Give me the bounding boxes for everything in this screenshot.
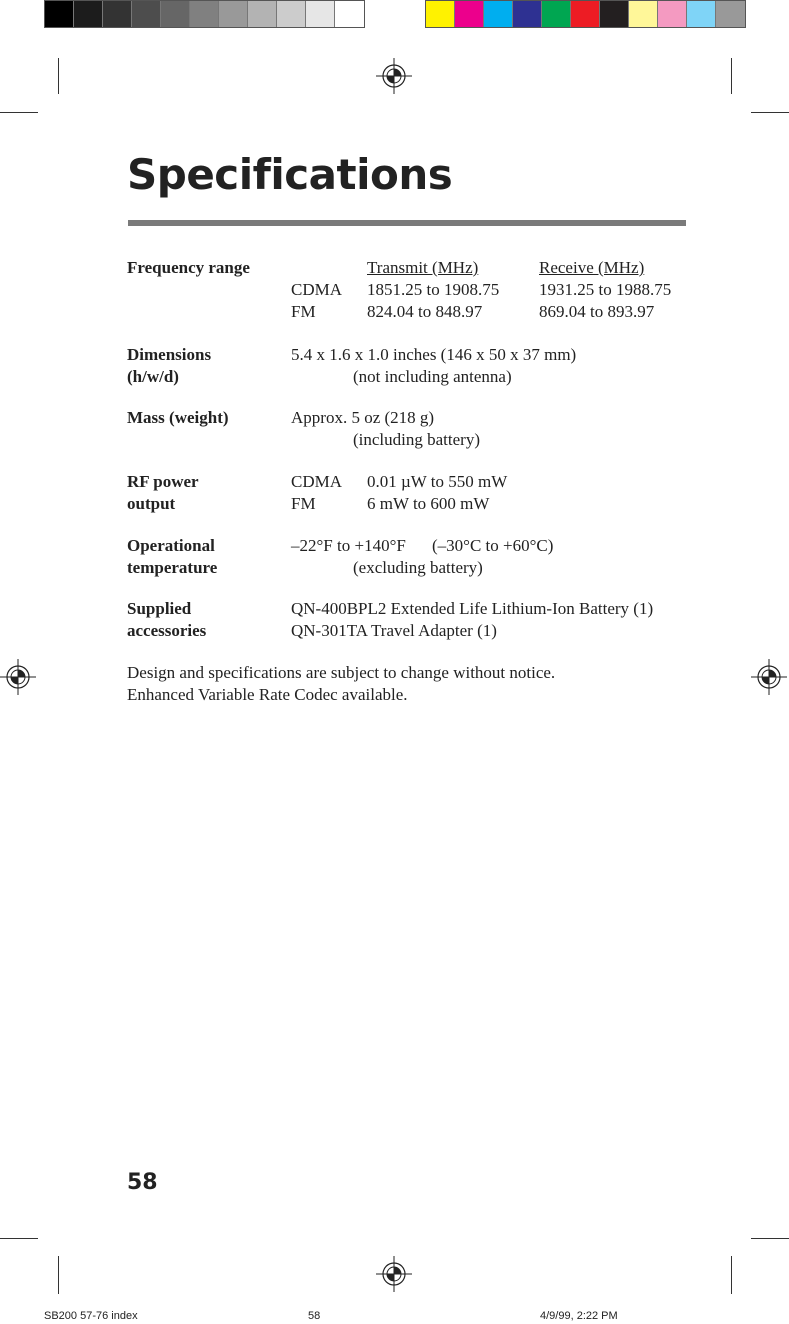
rf-mode-fm: FM <box>291 494 316 513</box>
color-swatch <box>571 1 600 27</box>
rf-power-label-sub: output <box>127 494 176 513</box>
color-swatch <box>687 1 716 27</box>
crop-mark-bottom-right-v <box>731 1256 732 1294</box>
crop-mark-top-right-h <box>751 112 789 113</box>
crop-mark-bottom-left-h <box>0 1238 38 1239</box>
footer-page: 58 <box>308 1310 321 1322</box>
color-swatch <box>335 1 364 27</box>
receive-header: Receive (MHz) <box>539 258 645 277</box>
color-swatch <box>190 1 219 27</box>
mass-note: (including battery) <box>353 430 480 449</box>
frequency-range-label: Frequency range <box>127 258 250 277</box>
temperature-note: (excluding battery) <box>353 558 483 577</box>
crop-mark-top-left-v <box>58 58 59 94</box>
note-line: Enhanced Variable Rate Codec available. <box>127 685 408 704</box>
color-swatch <box>45 1 74 27</box>
color-swatch <box>658 1 687 27</box>
page-number: 58 <box>127 1170 158 1195</box>
color-swatch <box>629 1 658 27</box>
color-swatch <box>132 1 161 27</box>
rf-mode-cdma: CDMA <box>291 472 343 491</box>
mass-value: Approx. 5 oz (218 g) <box>291 408 435 427</box>
dimensions-label: Dimensions <box>127 345 212 364</box>
operational-temperature-label: Operational <box>127 536 215 555</box>
supplied-accessories-label: Supplied <box>127 599 192 618</box>
color-swatch <box>426 1 455 27</box>
crop-mark-top-right-v <box>731 58 732 94</box>
frequency-transmit-cdma: 1851.25 to 1908.75 <box>367 280 500 299</box>
accessory-item: QN-301TA Travel Adapter (1) <box>291 621 497 640</box>
color-swatch <box>716 1 745 27</box>
transmit-header: Transmit (MHz) <box>367 258 479 277</box>
color-swatch <box>248 1 277 27</box>
supplied-accessories-label-sub: accessories <box>127 621 207 640</box>
note-line: Design and specifications are subject to change without notice. <box>127 663 556 682</box>
title-rule <box>128 220 686 226</box>
color-swatch <box>484 1 513 27</box>
dimensions-note: (not including antenna) <box>353 367 512 386</box>
registration-mark-bottom-icon <box>376 1256 412 1292</box>
color-swatch <box>161 1 190 27</box>
color-swatch <box>542 1 571 27</box>
rf-power-label: RF power <box>127 472 199 491</box>
accessory-item: QN-400BPL2 Extended Life Lithium-Ion Battery (1) <box>291 599 654 618</box>
color-swatch <box>103 1 132 27</box>
page-title: Specifications <box>127 150 453 199</box>
color-swatch <box>306 1 335 27</box>
frequency-mode-cdma: CDMA <box>291 280 343 299</box>
registration-mark-left-icon <box>0 659 36 695</box>
process-color-bar <box>425 0 746 28</box>
temperature-celsius: (–30°C to +60°C) <box>432 536 554 555</box>
frequency-transmit-fm: 824.04 to 848.97 <box>367 302 483 321</box>
frequency-mode-fm: FM <box>291 302 316 321</box>
crop-mark-bottom-left-v <box>58 1256 59 1294</box>
color-swatch <box>277 1 306 27</box>
rf-value-cdma: 0.01 µW to 550 mW <box>367 472 508 491</box>
dimensions-value: 5.4 x 1.6 x 1.0 inches (146 x 50 x 37 mm) <box>291 345 577 364</box>
crop-mark-top-left-h <box>0 112 38 113</box>
footer-timestamp: 4/9/99, 2:22 PM <box>540 1310 618 1322</box>
color-swatch <box>219 1 248 27</box>
color-swatch <box>600 1 629 27</box>
operational-temperature-label-sub: temperature <box>127 558 218 577</box>
registration-mark-right-icon <box>751 659 787 695</box>
rf-value-fm: 6 mW to 600 mW <box>367 494 490 513</box>
crop-mark-bottom-right-h <box>751 1238 789 1239</box>
frequency-receive-fm: 869.04 to 893.97 <box>539 302 655 321</box>
color-swatch <box>513 1 542 27</box>
footer-filename: SB200 57-76 index <box>44 1310 138 1322</box>
registration-mark-top-icon <box>376 58 412 94</box>
temperature-fahrenheit: –22°F to +140°F <box>291 536 406 555</box>
color-swatch <box>455 1 484 27</box>
dimensions-label-sub: (h/w/d) <box>127 367 179 386</box>
frequency-receive-cdma: 1931.25 to 1988.75 <box>539 280 672 299</box>
mass-label: Mass (weight) <box>127 408 229 427</box>
grayscale-color-bar <box>44 0 365 28</box>
color-swatch <box>74 1 103 27</box>
